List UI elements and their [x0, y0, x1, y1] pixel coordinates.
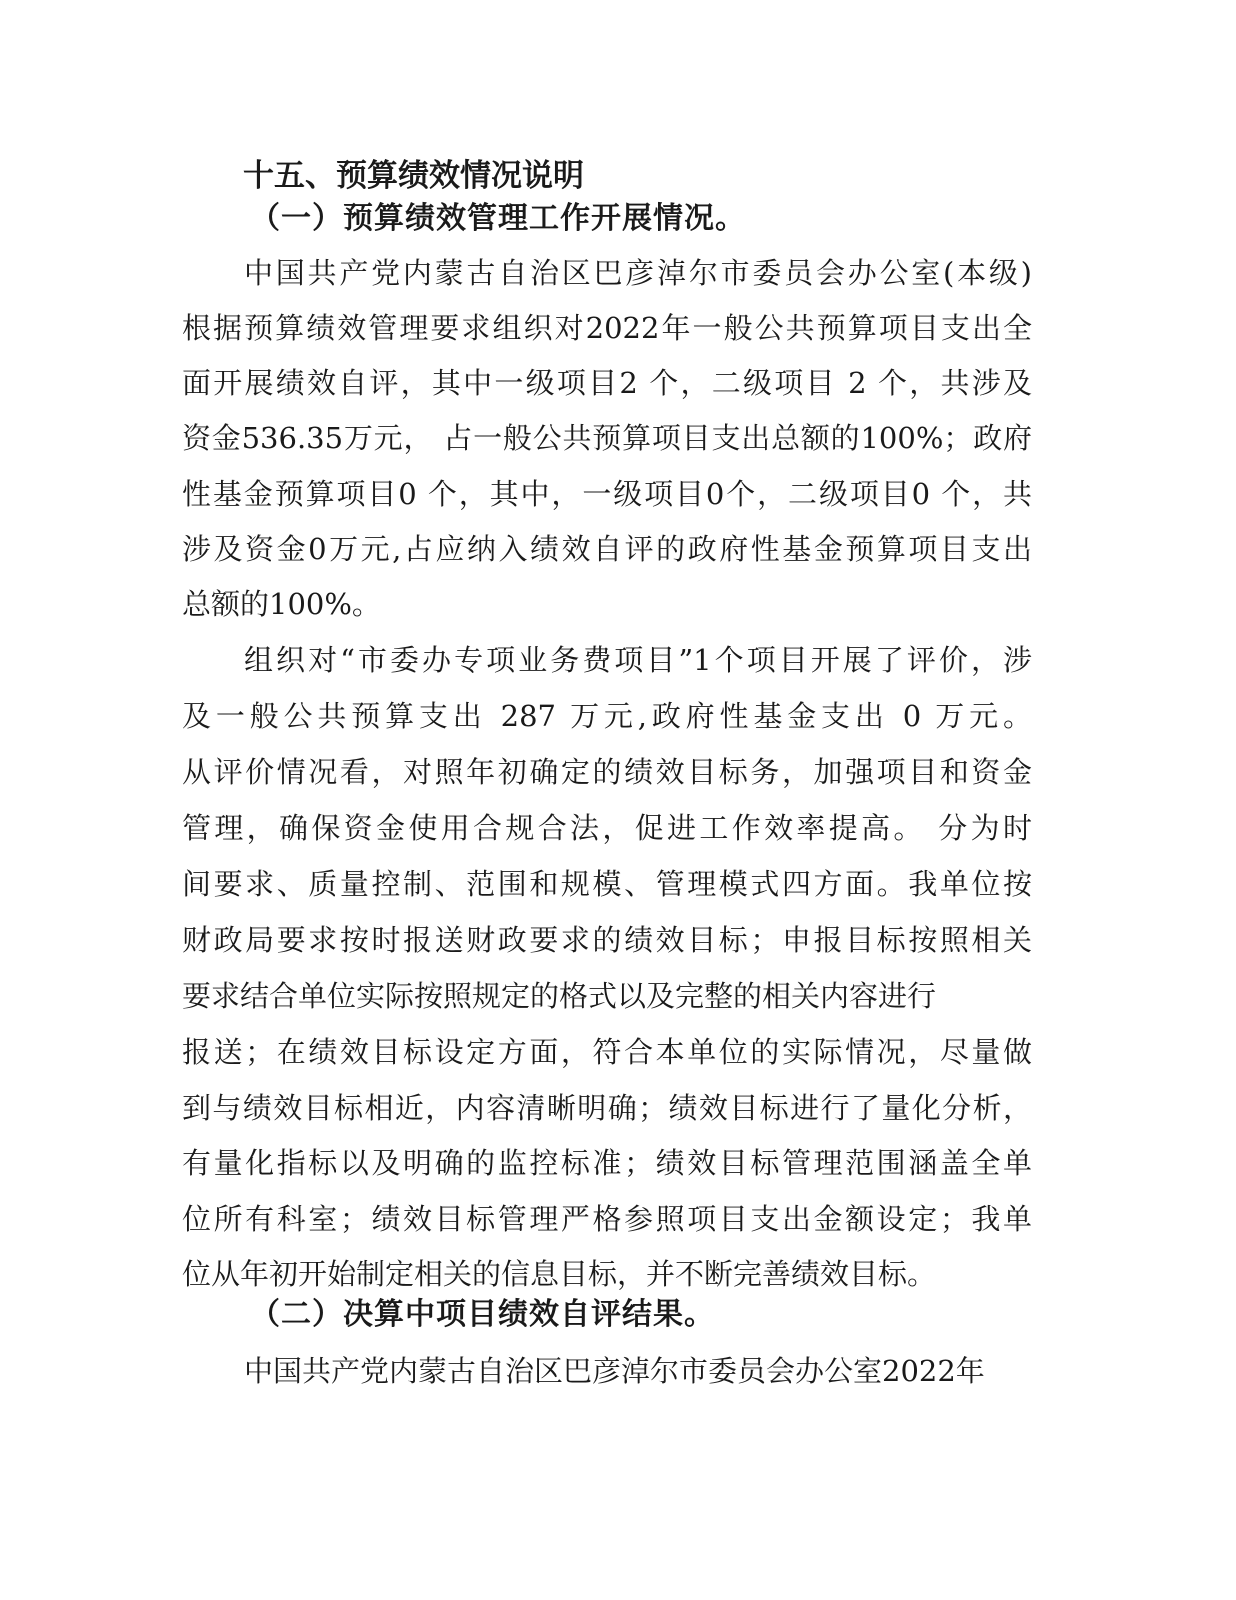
paragraph-2-line: 报送；在绩效目标设定方面，符合本单位的实际情况，尽量做: [182, 1035, 1032, 1069]
paragraph-3-line: 中国共产党内蒙古自治区巴彦淖尔市委员会办公室2022年: [244, 1354, 985, 1388]
paragraph-2-line: 要求结合单位实际按照规定的格式以及完整的相关内容进行: [182, 979, 937, 1013]
paragraph-2-line: 及一般公共预算支出 287 万元,政府性基金支出 0 万元。: [182, 699, 1032, 733]
paragraph-1-line: 根据预算绩效管理要求组织对2022年一般公共预算项目支出全: [182, 311, 1032, 345]
paragraph-2-line: 有量化指标以及明确的监控标准；绩效目标管理范围涵盖全单: [182, 1146, 1032, 1180]
paragraph-2-line: 位所有科室；绩效目标管理严格参照项目支出金额设定；我单: [182, 1202, 1032, 1236]
subsection-1-title: （一）预算绩效管理工作开展情况。: [250, 201, 746, 236]
paragraph-1-line: 资金536.35万元， 占一般公共预算项目支出总额的100%；政府: [182, 421, 1032, 455]
paragraph-1-line: 中国共产党内蒙古自治区巴彦淖尔市委员会办公室(本级): [244, 256, 1032, 290]
paragraph-1-line: 总额的100%。: [182, 587, 381, 621]
paragraph-2-line: 财政局要求按时报送财政要求的绩效目标；申报目标按照相关: [182, 923, 1032, 957]
paragraph-1-line: 面开展绩效自评，其中一级项目2 个，二级项目 2 个，共涉及: [182, 366, 1032, 400]
paragraph-2-line: 管理，确保资金使用合规合法，促进工作效率提高。 分为时: [182, 811, 1032, 845]
paragraph-2-line: 组织对“市委办专项业务费项目”1个项目开展了评价，涉: [244, 643, 1032, 677]
subsection-2-title: （二）决算中项目绩效自评结果。: [250, 1297, 715, 1332]
section-title: 十五、预算绩效情况说明: [243, 158, 584, 194]
paragraph-1-line: 涉及资金0万元,占应纳入绩效自评的政府性基金预算项目支出: [182, 532, 1032, 566]
paragraph-2-line: 位从年初开始制定相关的信息目标，并不断完善绩效目标。: [182, 1257, 937, 1291]
paragraph-2-line: 从评价情况看，对照年初确定的绩效目标务，加强项目和资金: [182, 755, 1032, 789]
paragraph-2-line: 间要求、质量控制、范围和规模、管理模式四方面。我单位按: [182, 867, 1032, 901]
paragraph-1-line: 性基金预算项目0 个，其中，一级项目0个，二级项目0 个，共: [182, 477, 1032, 511]
paragraph-2-line: 到与绩效目标相近，内容清晰明确；绩效目标进行了量化分析，: [182, 1091, 1032, 1125]
